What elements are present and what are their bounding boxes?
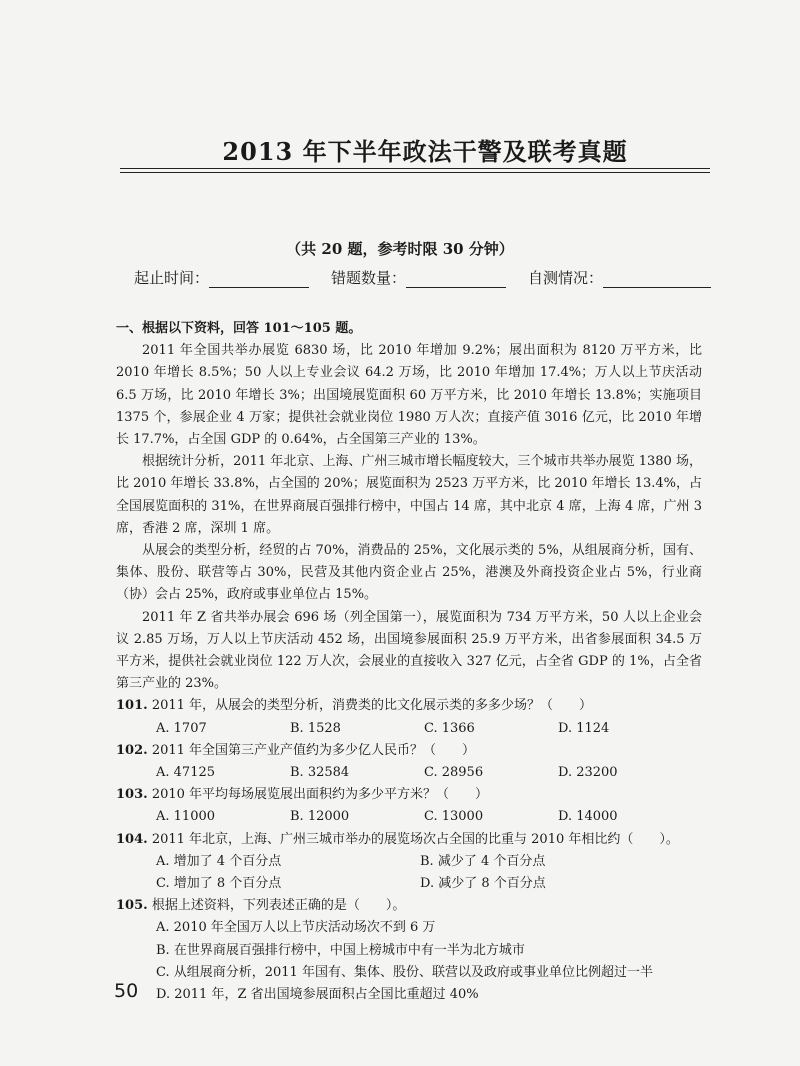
material-paragraph: 2011 年 Z 省共举办展会 696 场（列全国第一），展览面积为 734 万平方米，50 人以上企业会议 2.85 万场，万人以上节庆活动 452 场，出国境参展面积 25.9 万平方米，出省参展面积 34.5 万平方米，提供社会就业岗位 122 万人次，会展业的直接收入 327 亿元，占全省 GDP 的 1%，占全省第三产业的 23%。 xyxy=(116,609,702,692)
title-rule-thin xyxy=(120,172,710,173)
self-test xyxy=(528,267,711,288)
question-text: 根据上述资料，下列表述正确的是（ ）。 xyxy=(151,898,406,914)
material-paragraph: 2011 年全国共举办展览 6830 场，比 2010 年增加 9.2%；展出面积为 8120 万平方米，比 2010 年增长 8.5%；50 人以上专业会议 64.2 万场，比 2010 年增加 17.4%；万人以上节庆活动 6.5 万场，比 2010 年增长 3%；出国境展览面积 60 万平方米，比 2010 年增长 13.8%；实施项目 1375 个，参展企业 4 万家；提供社会就业岗位 1980 万人次；直接产值 3016 亿元，比 2010 年增长 17.7%，占全国 GDP 的 0.64%，占全国第三产业的 13%。 xyxy=(116,343,702,448)
question-text: 2011 年全国第三产业产值约为多少亿人民币？（ ） xyxy=(151,742,476,758)
option-b[interactable]: B. 1528 xyxy=(290,720,341,736)
question-105 xyxy=(116,895,702,917)
option-a[interactable]: A. 11000 xyxy=(156,809,216,825)
wrong-count-blank xyxy=(406,271,506,288)
question-number: 101. xyxy=(116,698,148,714)
self-test-label: 自测情况： xyxy=(528,269,604,287)
material-paragraph: 从展会的类型分析，经贸的占 70%，消费品的 25%，文化展示类的 5%，从组展商分析，国有、集体、股份、联营等占 30%，民营及其他内资企业占 25%，港澳及外商投资企业占 5%，行业商（协）会占 25%，政府或事业单位占 15%。 xyxy=(116,543,702,603)
option-c[interactable]: C. 13000 xyxy=(424,809,484,825)
start-end-time-blank xyxy=(209,271,309,288)
option-d[interactable]: D. 减少了 8 个百分点 xyxy=(420,876,546,892)
option-a[interactable]: A. 47125 xyxy=(156,765,216,781)
question-102 xyxy=(116,740,702,762)
option-c[interactable]: C. 增加了 8 个百分点 xyxy=(156,876,282,892)
question-number: 102. xyxy=(116,742,148,758)
start-end-time-label: 起止时间： xyxy=(134,269,210,287)
option-c[interactable]: C. 从组展商分析，2011 年国有、集体、股份、联营以及政府或事业单位比例超过一半 xyxy=(156,964,653,980)
option-c[interactable]: C. 28956 xyxy=(424,765,484,781)
option-a[interactable]: A. 2010 年全国万人以上节庆活动场次不到 6 万 xyxy=(156,920,436,936)
wrong-count xyxy=(331,267,506,288)
title-rule xyxy=(120,168,710,169)
question-content xyxy=(116,318,702,1006)
option-b[interactable]: B. 减少了 4 个百分点 xyxy=(420,853,546,869)
question-number: 104. xyxy=(116,831,148,847)
question-103 xyxy=(116,784,702,806)
options-104 xyxy=(116,851,702,895)
option-d[interactable]: D. 23200 xyxy=(558,765,618,781)
exam-subtitle: （共 20 题，参考时限 30 分钟） xyxy=(286,240,514,258)
option-d[interactable]: D. 14000 xyxy=(558,809,618,825)
options-101 xyxy=(116,718,702,740)
option-c[interactable]: C. 1366 xyxy=(424,720,475,736)
section-heading: 一、根据以下资料，回答 101～105 题。 xyxy=(116,321,362,336)
options-103 xyxy=(116,806,702,828)
material-paragraph: 根据统计分析，2011 年北京、上海、广州三城市增长幅度较大，三个城市共举办展览 1380 场，比 2010 年增长 33.8%，占全国的 20%；展览面积为 2523 万平方米，比 2010 年增长 13.4%，占全国展览面积的 31%，在世界商展百强排行榜中，中国占 14 席，其中北京 4 席，上海 4 席，广州 3 席，香港 2 席，深圳 1 席。 xyxy=(116,454,702,536)
question-text: 2011 年，从展会的类型分析，消费类的比文化展示类的多多少场？（ ） xyxy=(151,698,593,714)
question-text: 2011 年北京，上海、广州三城市举办的展览场次占全国的比重与 2010 年相比约（ ）。 xyxy=(151,831,679,847)
option-b[interactable]: B. 12000 xyxy=(290,809,350,825)
self-test-blank xyxy=(603,271,711,288)
options-102 xyxy=(116,762,702,784)
question-number: 105. xyxy=(116,898,148,914)
question-104 xyxy=(116,829,702,851)
question-101 xyxy=(116,695,702,717)
option-b[interactable]: B. 在世界商展百强排行榜中，中国上榜城市中有一半为北方城市 xyxy=(156,942,525,958)
option-a[interactable]: A. 增加了 4 个百分点 xyxy=(156,853,282,869)
option-b[interactable]: B. 32584 xyxy=(290,765,350,781)
option-a[interactable]: A. 1707 xyxy=(156,720,207,736)
self-record-row xyxy=(134,267,734,288)
start-end-time xyxy=(134,267,309,288)
option-d[interactable]: D. 2011 年，Z 省出国境参展面积占全国比重超过 40% xyxy=(156,987,479,1003)
option-d[interactable]: D. 1124 xyxy=(558,720,610,736)
page-number: 50 xyxy=(114,980,139,1002)
page-title: 2013 年下半年政法干警及联考真题 xyxy=(222,137,628,166)
wrong-count-label: 错题数量： xyxy=(331,269,407,287)
question-text: 2010 年平均每场展览展出面积约为多少平方米？（ ） xyxy=(151,787,489,803)
question-number: 103. xyxy=(116,787,148,803)
